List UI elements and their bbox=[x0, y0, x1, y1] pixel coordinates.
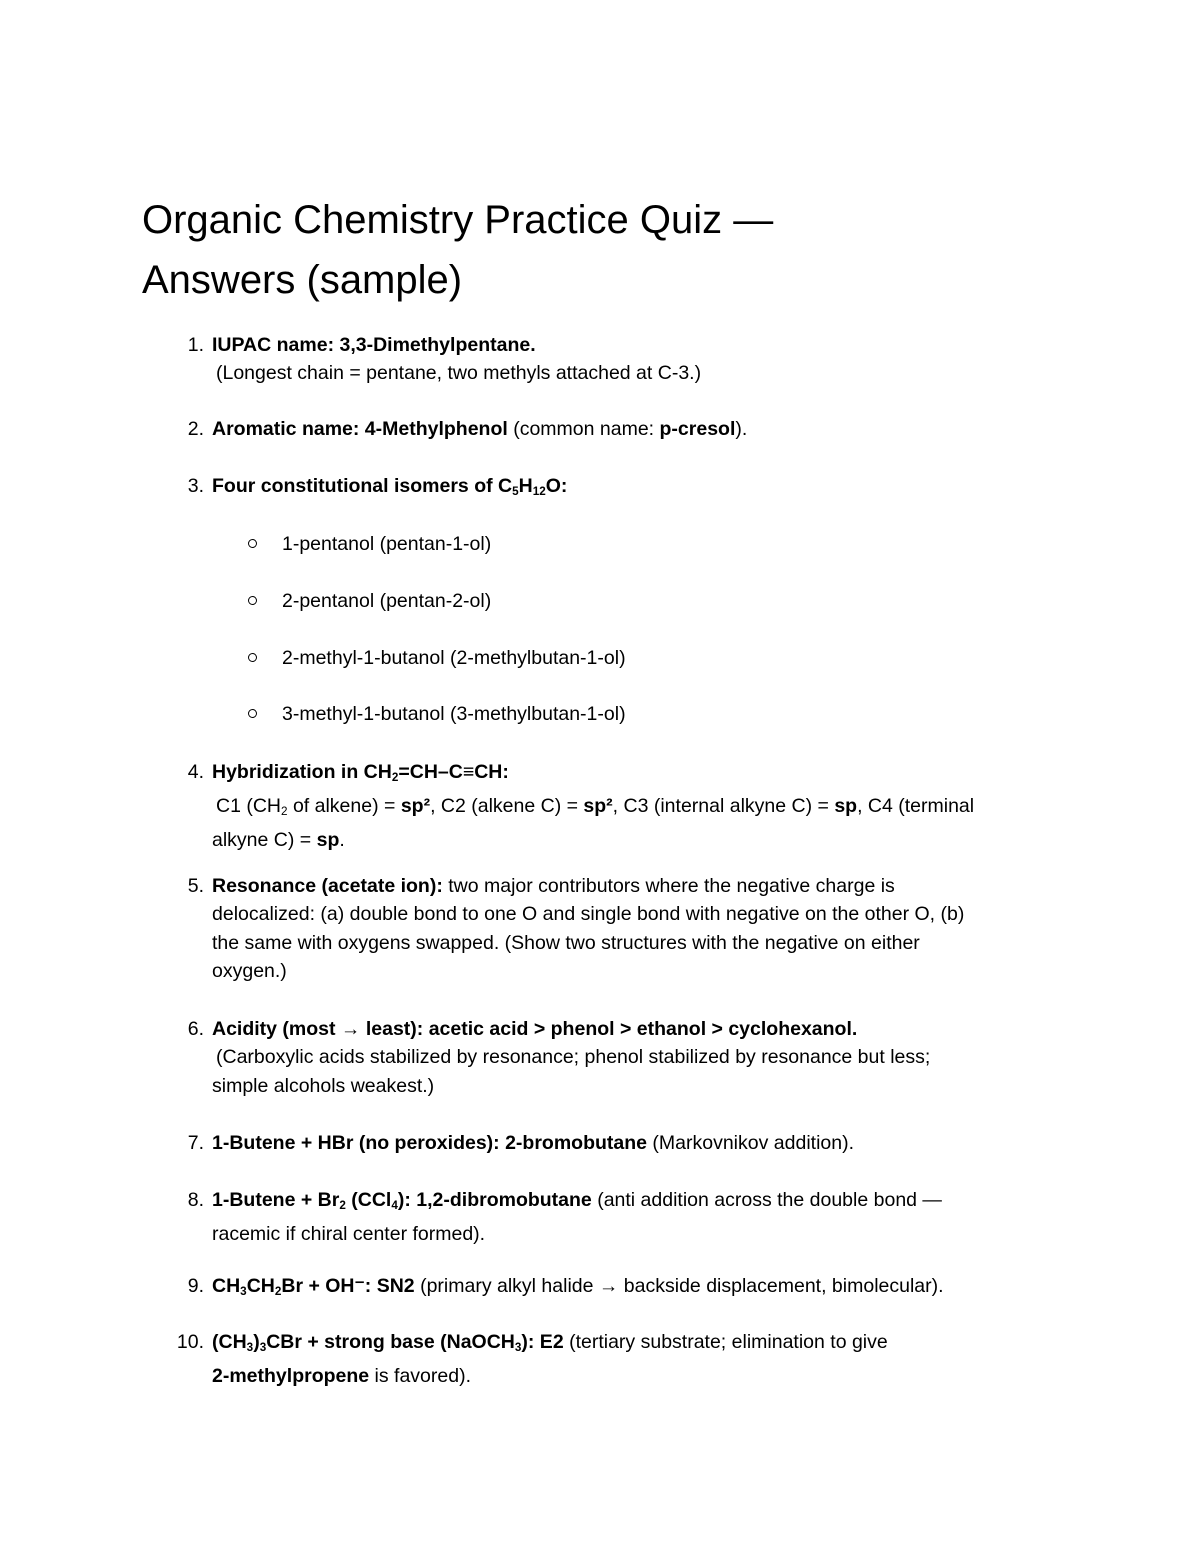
item-text: simple alcohols weakest.) bbox=[212, 1074, 435, 1097]
item-text: (anti addition across the double bond — bbox=[591, 1189, 942, 1211]
item-text: alkyne C) = sp. bbox=[212, 829, 345, 852]
item-heading: $CH_3CH_2Br + OH^-$: SN2 bbox=[212, 1275, 415, 1298]
item-number: 5. bbox=[187, 875, 204, 897]
item-number: 3. bbox=[187, 475, 204, 497]
circle-bullet-icon bbox=[248, 709, 257, 718]
circle-bullet-icon bbox=[248, 539, 257, 548]
circle-bullet-icon bbox=[248, 596, 257, 605]
item-number: 1. bbox=[187, 334, 204, 356]
item-emphasis: p-cresol bbox=[659, 418, 736, 440]
item-text: C1 ($CH_2$ of alkene) = sp², C2 (alkene C) = sp², C3 (internal alkyne C) = sp, C4 (terminal bbox=[216, 795, 975, 819]
page-title bbox=[142, 190, 1042, 310]
answer-item-10 bbox=[176, 1328, 1072, 1391]
item-heading: 1-Butene + $Br_2$ (CCl$_4$): 1,2-dibromobutane bbox=[212, 1189, 592, 1212]
item-text: delocalized: (a) double bond to one O and single bond with negative on the other O, (b) bbox=[212, 903, 965, 926]
title-line-2: Answers (sample) bbox=[142, 258, 463, 302]
item-heading: Aromatic name: 4-Methylphenol bbox=[212, 418, 508, 440]
item-number: 9. bbox=[187, 1275, 204, 1297]
item-text: two major contributors where the negative charge is bbox=[442, 875, 895, 897]
item-number: 10. bbox=[176, 1331, 204, 1353]
answer-item-3 bbox=[187, 472, 1072, 506]
item-text: ). bbox=[735, 418, 748, 440]
item-heading: IUPAC name: 3,3-Dimethylpentane. bbox=[212, 334, 536, 356]
item-heading: Four constitutional isomers of $C_5H_{12}O$: bbox=[212, 475, 568, 498]
item-text: the same with oxygens swapped. (Show two structures with the negative on either bbox=[212, 931, 920, 954]
item-text: racemic if chiral center formed). bbox=[212, 1223, 486, 1246]
item-heading: Resonance (acetate ion): bbox=[212, 875, 443, 897]
answer-item-4 bbox=[187, 758, 1072, 855]
item-text: (primary alkyl halide → backside displacement, bimolecular). bbox=[414, 1275, 944, 1297]
item-text: is favored). bbox=[369, 1365, 471, 1388]
item-number: 6. bbox=[187, 1018, 204, 1040]
item-text: (tertiary substrate; elimination to give bbox=[563, 1331, 888, 1353]
title-line-1: Organic Chemistry Practice Quiz — bbox=[142, 198, 774, 242]
item-text: oxygen.) bbox=[212, 959, 287, 982]
answer-item-5 bbox=[187, 872, 1072, 985]
item-number: 8. bbox=[187, 1189, 204, 1211]
item-heading: Acidity (most → least): acetic acid > phenol > ethanol > cyclohexanol. bbox=[212, 1018, 858, 1040]
answer-item-7 bbox=[187, 1129, 1072, 1157]
answer-item-2 bbox=[187, 415, 1072, 443]
item-heading: Hybridization in $CH_2=CH-C\equiv CH$: bbox=[212, 761, 509, 784]
item-heading: 1-Butene + HBr (no peroxides): 2-bromobutane bbox=[212, 1132, 647, 1154]
item-number: 4. bbox=[187, 761, 204, 783]
list-item: 2-methyl-1-butanol (2-methylbutan-1-ol) bbox=[282, 644, 626, 672]
circle-bullet-icon bbox=[248, 653, 257, 662]
answer-item-1 bbox=[187, 331, 1072, 388]
answer-item-8 bbox=[187, 1186, 1072, 1249]
answer-item-9 bbox=[187, 1272, 1072, 1306]
list-item: 1-pentanol (pentan-1-ol) bbox=[282, 530, 491, 558]
item-number: 7. bbox=[187, 1132, 204, 1154]
item-heading: $(CH_3)_3CBr$ + strong base (NaOCH$_3$): E2 bbox=[212, 1331, 564, 1354]
item-emphasis: 2-methylpropene bbox=[212, 1365, 370, 1388]
item-text: (common name: bbox=[507, 418, 660, 440]
item-number: 2. bbox=[187, 418, 204, 440]
item-text: (Markovnikov addition). bbox=[647, 1132, 854, 1154]
item-text: (Carboxylic acids stabilized by resonance; phenol stabilized by resonance but less; bbox=[216, 1046, 931, 1069]
list-item: 3-methyl-1-butanol (3-methylbutan-1-ol) bbox=[282, 700, 626, 728]
answer-item-6 bbox=[187, 1015, 1072, 1100]
list-item: 2-pentanol (pentan-2-ol) bbox=[282, 587, 491, 615]
item-note: (Longest chain = pentane, two methyls attached at C-3.) bbox=[216, 362, 702, 385]
